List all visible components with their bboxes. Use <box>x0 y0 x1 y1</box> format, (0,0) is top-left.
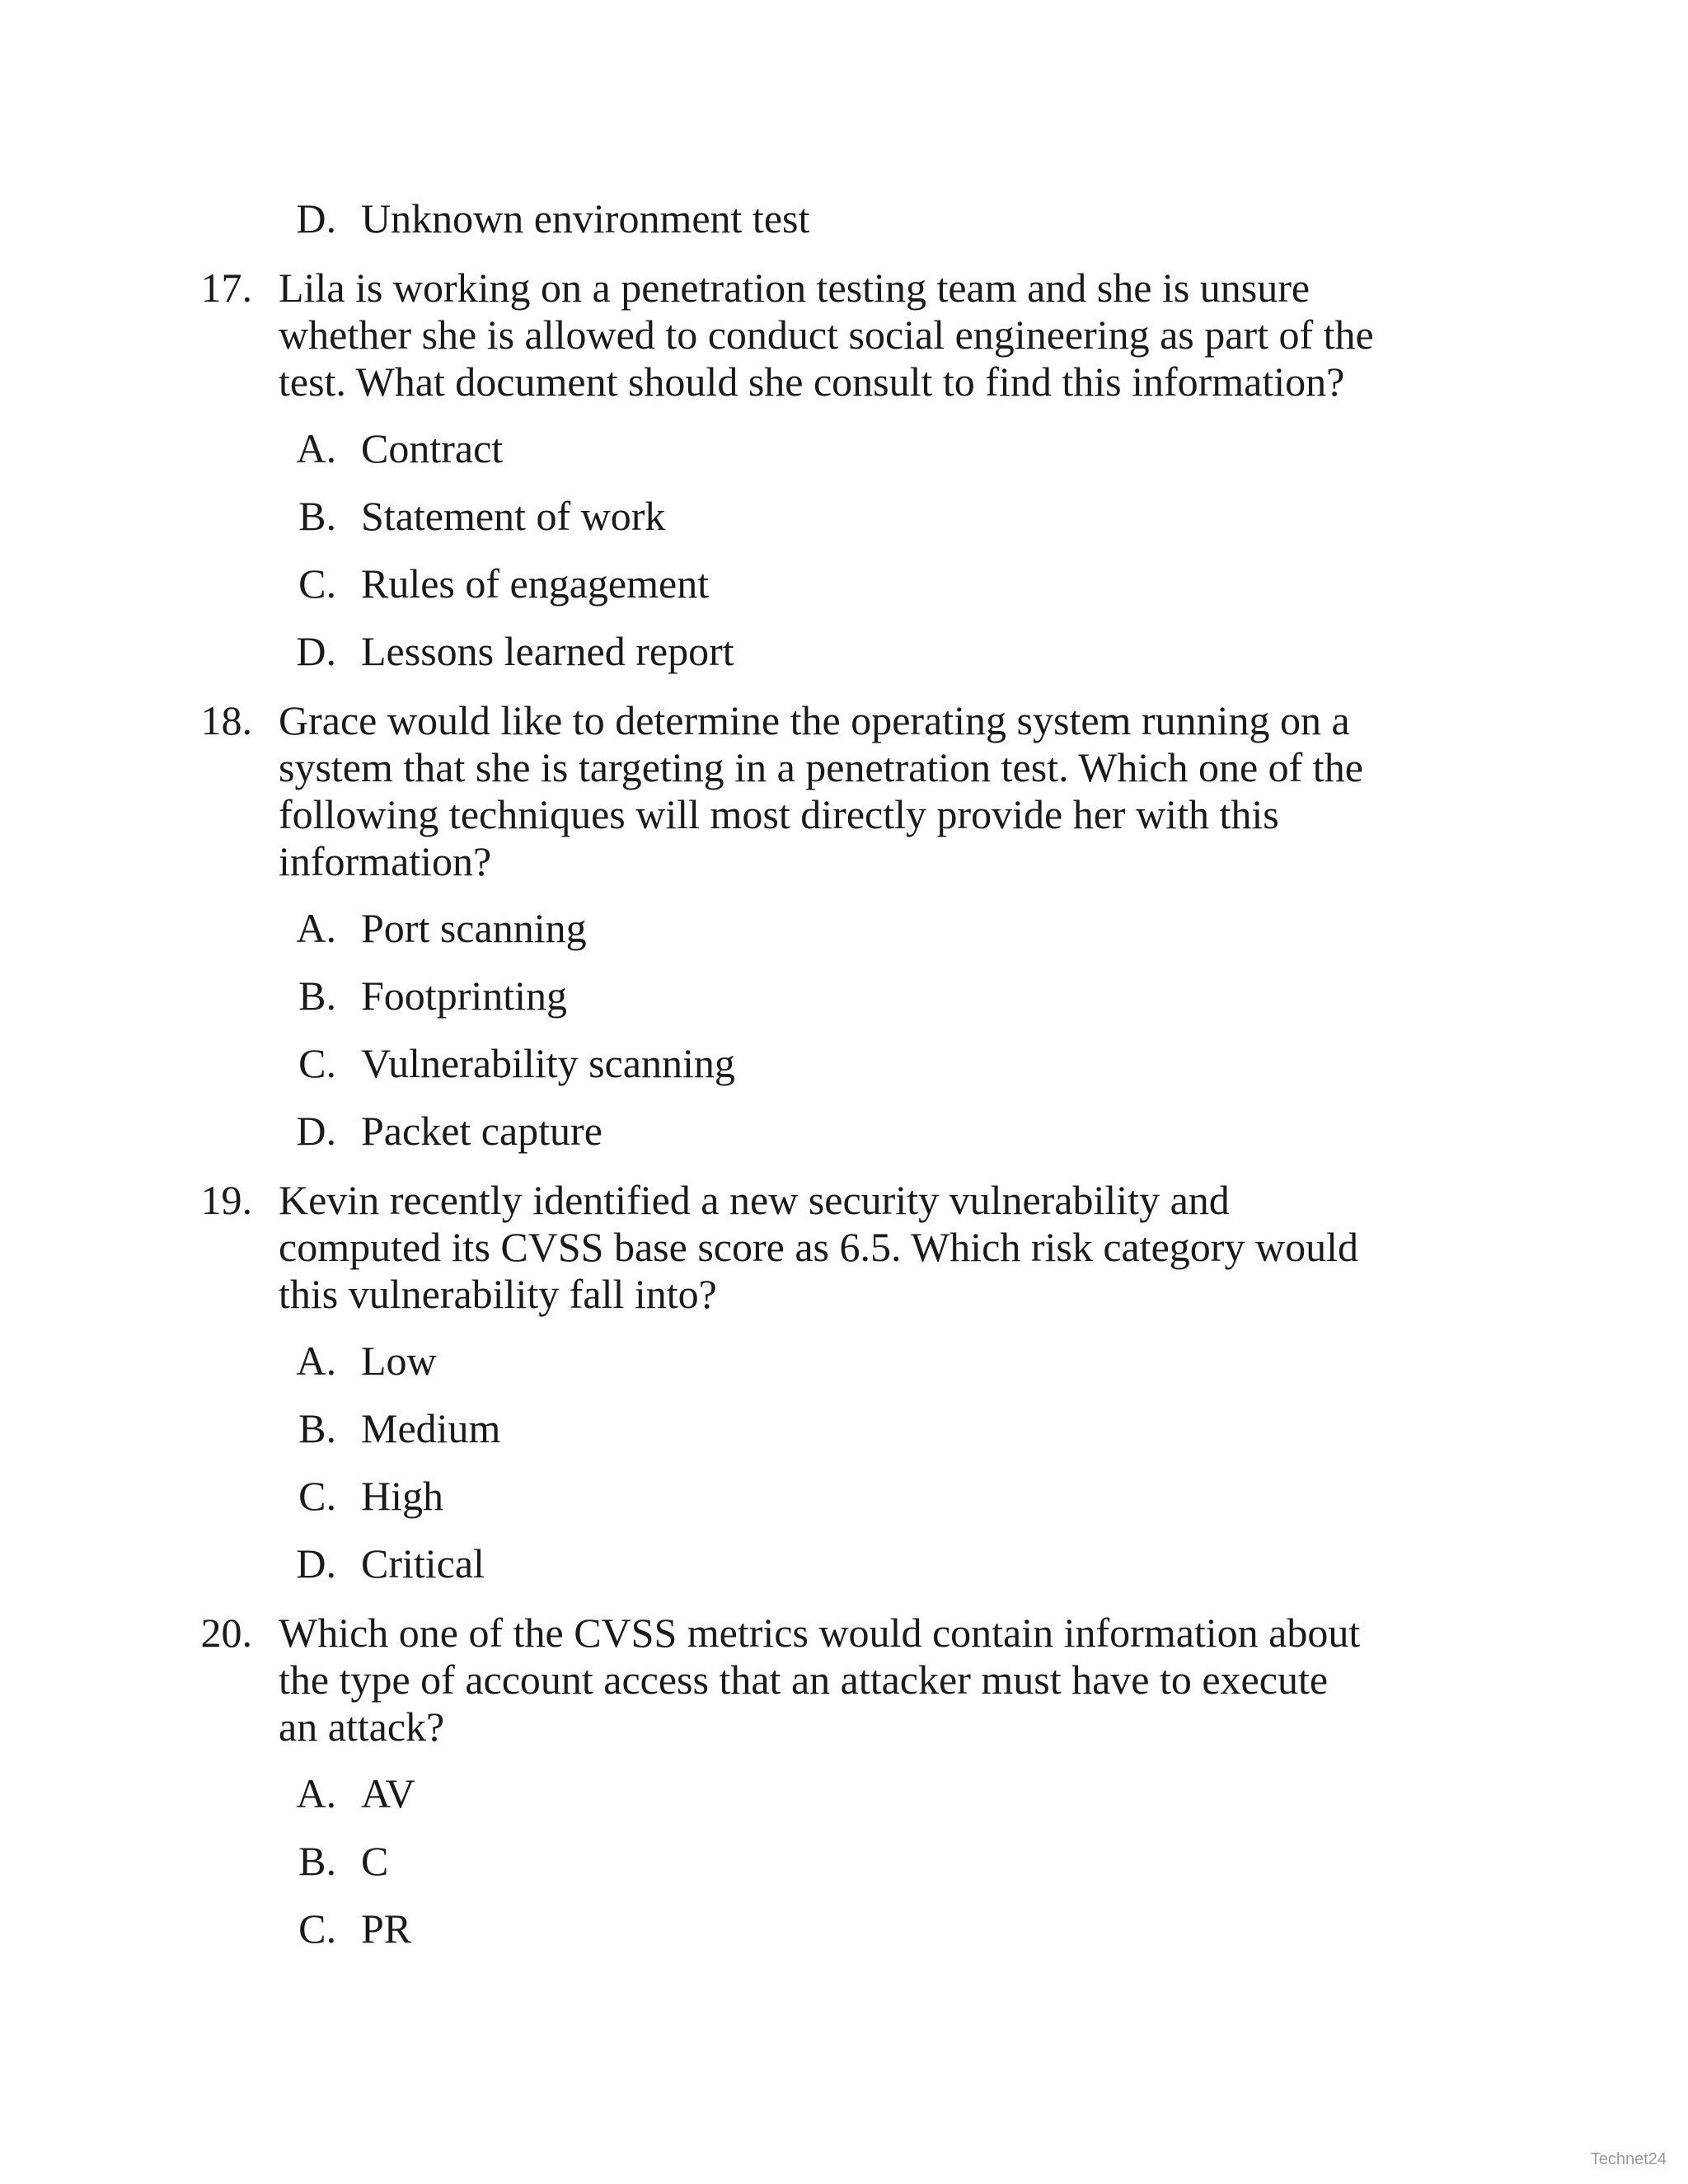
option-letter: A. <box>296 1770 336 1816</box>
question-text: computed its CVSS base score as 6.5. Which risk category would <box>279 1224 1358 1270</box>
option-letter: D. <box>296 1540 336 1586</box>
question-number: 20. <box>200 1610 252 1656</box>
option-text: Footprinting <box>361 972 568 1019</box>
option-letter: D. <box>296 195 336 241</box>
option-letter: B. <box>298 1405 336 1451</box>
option-letter: C. <box>298 560 336 607</box>
option-letter: C. <box>298 1905 336 1952</box>
question-text: whether she is allowed to conduct social engineering as part of the <box>279 312 1374 358</box>
option-letter: C. <box>298 1473 336 1519</box>
question-number: 17. <box>200 265 252 311</box>
question-text: system that she is targeting in a penetration test. Which one of the <box>279 744 1363 790</box>
watermark: Technet24 <box>1590 2150 1667 2168</box>
option-text: AV <box>361 1770 415 1816</box>
question-number: 19. <box>200 1177 252 1223</box>
option-letter: A. <box>296 905 336 951</box>
option-letter: A. <box>296 425 336 471</box>
question-text: test. What document should she consult to find this information? <box>279 359 1345 405</box>
option-text: Critical <box>361 1540 485 1586</box>
option-text: Statement of work <box>361 493 666 539</box>
question-text: Grace would like to determine the operating system running on a <box>279 697 1350 743</box>
option-text: C <box>361 1838 389 1884</box>
option-letter: C. <box>298 1040 336 1086</box>
option-letter: D. <box>296 1108 336 1154</box>
question-number: 18. <box>200 697 252 743</box>
option-letter: A. <box>296 1338 336 1384</box>
option-letter: B. <box>298 972 336 1019</box>
question-text: the type of account access that an attacker must have to execute <box>279 1657 1329 1703</box>
question-text: following techniques will most directly provide her with this <box>279 791 1279 837</box>
option-letter: D. <box>296 628 336 674</box>
question-text: information? <box>279 838 492 884</box>
question-text: Lila is working on a penetration testing team and she is unsure <box>279 265 1311 311</box>
question-text: Which one of the CVSS metrics would contain information about <box>279 1610 1361 1656</box>
option-text: Low <box>361 1338 437 1384</box>
question-text: this vulnerability fall into? <box>279 1271 717 1317</box>
option-text: Packet capture <box>361 1108 603 1154</box>
option-text: PR <box>361 1905 412 1952</box>
option-letter: B. <box>298 493 336 539</box>
option-text: Lessons learned report <box>361 628 734 674</box>
option-text: Contract <box>361 425 504 471</box>
option-text: High <box>361 1473 443 1519</box>
question-text: an attack? <box>279 1704 445 1750</box>
option-text: Unknown environment test <box>361 195 810 241</box>
option-text: Rules of engagement <box>361 560 710 607</box>
option-text: Vulnerability scanning <box>361 1040 735 1086</box>
question-text: Kevin recently identified a new security vulnerability and <box>279 1177 1230 1223</box>
option-text: Port scanning <box>361 905 587 951</box>
option-text: Medium <box>361 1405 501 1451</box>
option-letter: B. <box>298 1838 336 1884</box>
